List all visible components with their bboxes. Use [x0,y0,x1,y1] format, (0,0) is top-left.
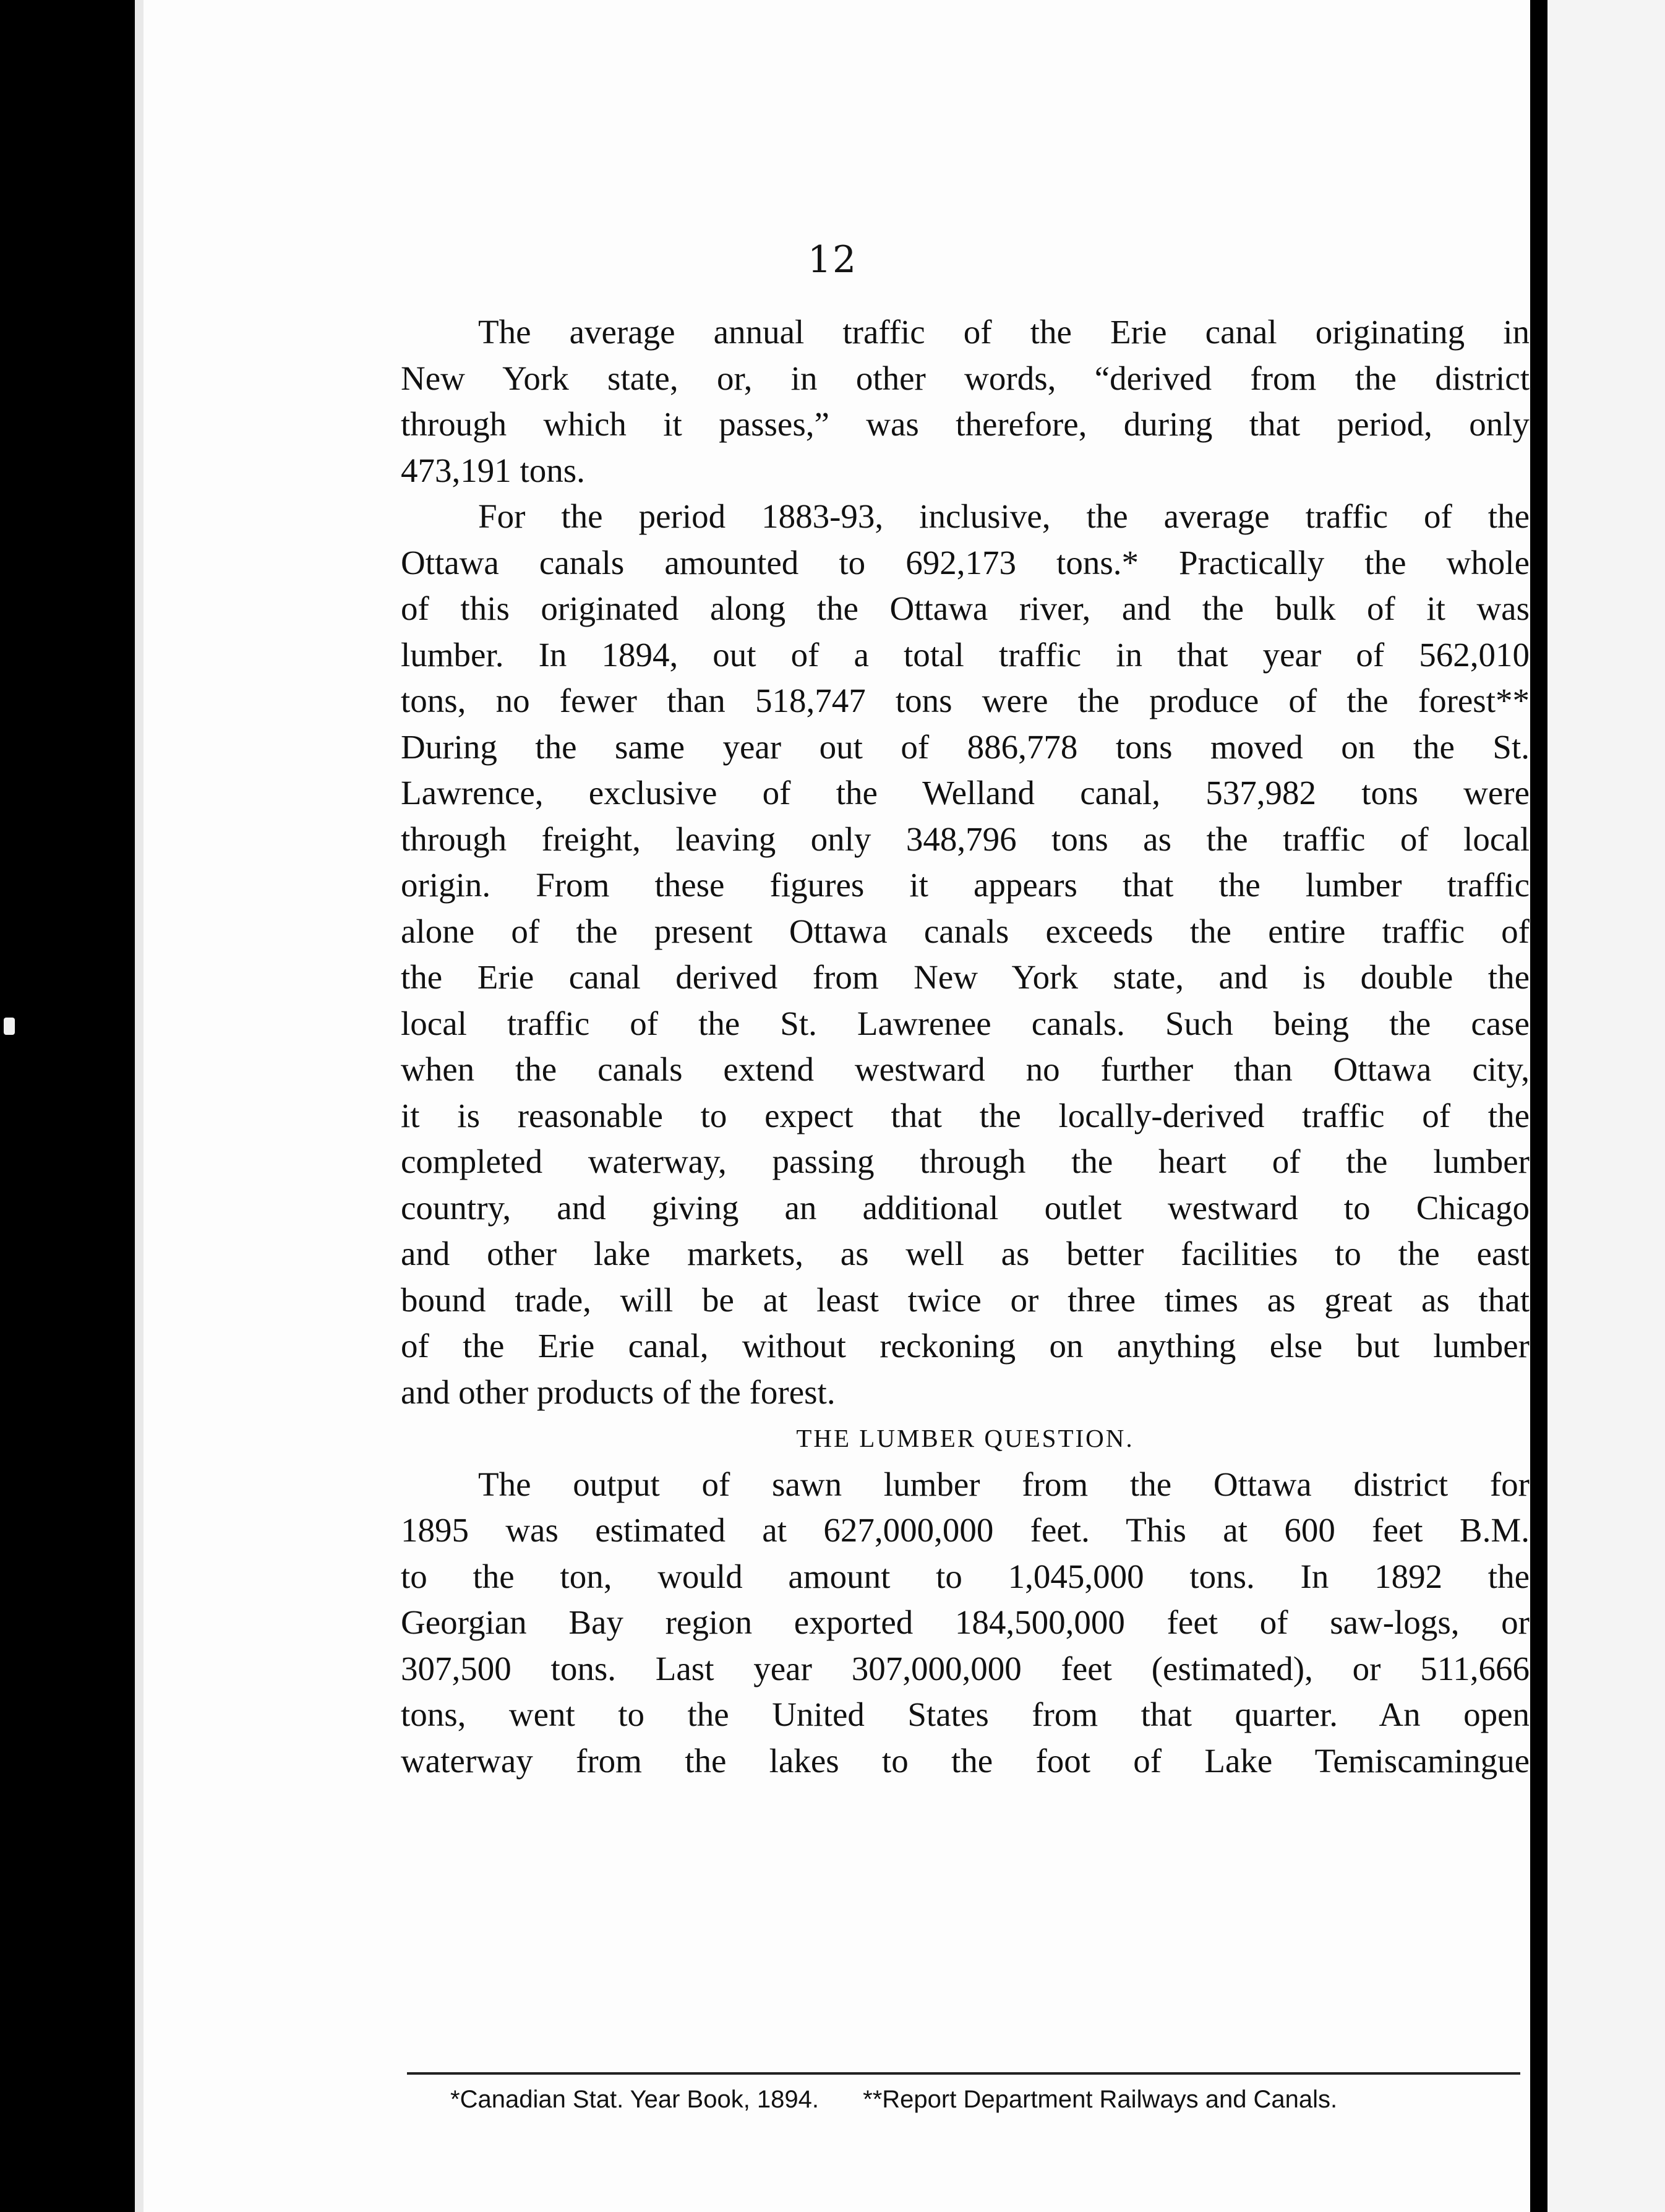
scan-border-left [0,0,135,2212]
text-line: and other lake markets, as well as better facilities to the east [401,1235,1530,1272]
text-line: local traffic of the St. Lawrenee canals. Such being the case [401,1004,1530,1042]
footnotes [450,2086,1374,2114]
text-line: 473,191 tons. [401,451,585,489]
text-line: of this originated along the Ottawa river, and the bulk of it was [401,589,1530,627]
text-line: the Erie canal derived from New York state, and is double the [401,958,1530,996]
text-line: completed waterway, passing through the heart of the lumber [401,1142,1530,1180]
text-line: tons, went to the United States from that quarter. An open [401,1695,1530,1733]
text-line: through freight, leaving only 348,796 tons as the traffic of local [401,820,1530,858]
text-line: The average annual traffic of the Erie canal originating in [478,313,1530,351]
footnote-2: **Report Department Railways and Canals. [863,2086,1338,2113]
section-heading: THE LUMBER QUESTION. [796,1424,1134,1452]
body-text [401,309,1530,1784]
text-line: 1895 was estimated at 627,000,000 feet. This at 600 feet B.M. [401,1511,1530,1549]
text-line: through which it passes,” was therefore, during that period, only [401,405,1530,443]
adjacent-page-edge [1544,0,1665,2212]
text-line: 307,500 tons. Last year 307,000,000 feet (estimated), or 511,666 [401,1649,1530,1687]
text-line: Lawrence, exclusive of the Welland canal, 537,982 tons were [401,774,1530,812]
text-line: country, and giving an additional outlet westward to Chicago [401,1188,1530,1227]
footnote-1: *Canadian Stat. Year Book, 1894. [450,2086,820,2113]
text-line: of the Erie canal, without reckoning on anything else but lumber [401,1327,1530,1365]
text-line: For the period 1883-93, inclusive, the average traffic of the [478,497,1530,535]
document-page [135,0,1530,2212]
text-line: The output of sawn lumber from the Ottawa district for [478,1465,1530,1503]
body-paragraphs [401,309,1530,1415]
text-line: to the ton, would amount to 1,045,000 tons. In 1892 the [401,1557,1530,1595]
section-paragraph [401,1462,1530,1785]
text-line: waterway from the lakes to the foot of Lake Temiscamingue [401,1741,1530,1780]
page-number: 12 [807,238,858,281]
text-line: origin. From these figures it appears that the lumber traffic [401,866,1530,904]
text-line: it is reasonable to expect that the locally-derived traffic of the [401,1096,1530,1134]
text-line: New York state, or, in other words, “derived from the district [401,359,1530,397]
text-line: lumber. In 1894, out of a total traffic in that year of 562,010 [401,635,1530,674]
text-line: when the canals extend westward no further than Ottawa city, [401,1050,1530,1088]
footnote-divider [407,2072,1520,2075]
text-line: alone of the present Ottawa canals exceeds the entire traffic of [401,912,1530,950]
text-line: bound trade, will be at least twice or three times as great as that [401,1280,1530,1319]
text-line: During the same year out of 886,778 tons moved on the St. [401,727,1530,766]
text-line: Ottawa canals amounted to 692,173 tons.* Practically the whole [401,543,1530,581]
text-line: Georgian Bay region exported 184,500,000 feet of saw-logs, or [401,1603,1530,1641]
text-line: tons, no fewer than 518,747 tons were the produce of the forest** [401,682,1530,719]
scan-speck [4,1018,15,1035]
text-line: and other products of the forest. [401,1373,836,1411]
